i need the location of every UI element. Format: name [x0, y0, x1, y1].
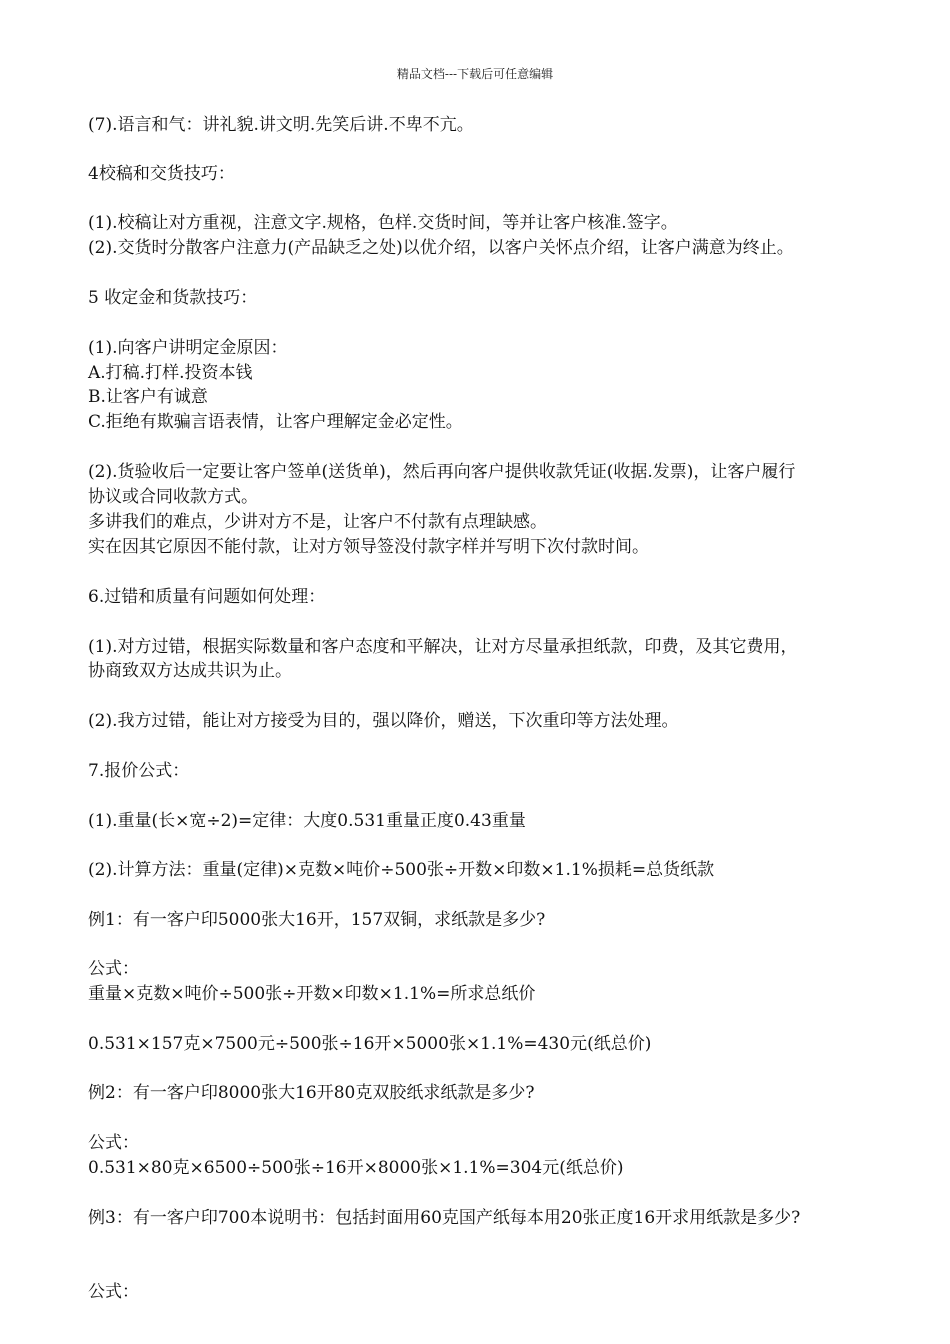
formula-label: 公式： [88, 1133, 139, 1153]
text-line: A.打稿.打样.投资本钱 [88, 363, 253, 383]
example-line: 例1：有一客户印5000张大16开，157双铜，求纸款是多少? [88, 910, 546, 930]
text-line: (2).货验收后一定要让客户签单(送货单)，然后再向客户提供收款凭证(收据.发票)，让客户履行 [88, 462, 796, 482]
section-heading: 5 收定金和货款技巧： [88, 288, 258, 308]
example-line: 例2：有一客户印8000张大16开80克双胶纸求纸款是多少? [88, 1083, 535, 1103]
section-heading: 6.过错和质量有问题如何处理： [88, 587, 326, 607]
text-line: (2).交货时分散客户注意力(产品缺乏之处)以优介绍，以客户关怀点介绍，让客户满意为终止。 [88, 238, 794, 258]
text-line: (2).我方过错，能让对方接受为目的，强以降价，赠送，下次重印等方法处理。 [88, 711, 679, 731]
text-line: B.让客户有诚意 [88, 387, 208, 407]
text-line: C.拒绝有欺骗言语表情，让客户理解定金必定性。 [88, 412, 463, 432]
text-line: 多讲我们的难点，少讲对方不是，让客户不付款有点理缺感。 [88, 512, 547, 532]
section-heading: 7.报价公式： [88, 761, 190, 781]
formula-label: 公式： [88, 959, 139, 979]
formula-line: 0.531×80克×6500÷500张÷16开×8000张×1.1%=304元(纸总价) [88, 1158, 624, 1178]
formula-line: (1).重量(长×宽÷2)=定律：大度0.531重量正度0.43重量 [88, 811, 526, 831]
text-line: (7).语言和气：讲礼貌.讲文明.先笑后讲.不卑不亢。 [88, 115, 474, 135]
text-line: (1).校稿让对方重视，注意文字.规格，色样.交货时间，等并让客户核准.签字。 [88, 213, 678, 233]
formula-line: 0.531×157克×7500元÷500张÷16开×5000张×1.1%=430元(纸总价) [88, 1034, 652, 1054]
text-line: 协议或合同收款方式。 [88, 487, 258, 507]
page-header: 精品文档---下载后可任意编辑 [396, 67, 554, 81]
text-line: (1).对方过错，根据实际数量和客户态度和平解决，让对方尽量承担纸款，印费，及其它费用， [88, 637, 798, 657]
text-line: 协商致双方达成共识为止。 [88, 661, 292, 681]
formula-label: 公式： [88, 1282, 139, 1302]
text-line: (1).向客户讲明定金原因： [88, 338, 288, 358]
formula-line: (2).计算方法：重量(定律)×克数×吨价÷500张÷开数×印数×1.1%损耗=总货纸款 [88, 860, 715, 880]
formula-line: 重量×克数×吨价÷500张÷开数×印数×1.1%=所求总纸价 [88, 984, 536, 1004]
text-line: 实在因其它原因不能付款，让对方领导签没付款字样并写明下次付款时间。 [88, 537, 649, 557]
example-line: 例3：有一客户印700本说明书：包括封面用60克国产纸每本用20张正度16开求用纸款是多少? [88, 1208, 801, 1228]
section-heading: 4校稿和交货技巧： [88, 164, 235, 184]
